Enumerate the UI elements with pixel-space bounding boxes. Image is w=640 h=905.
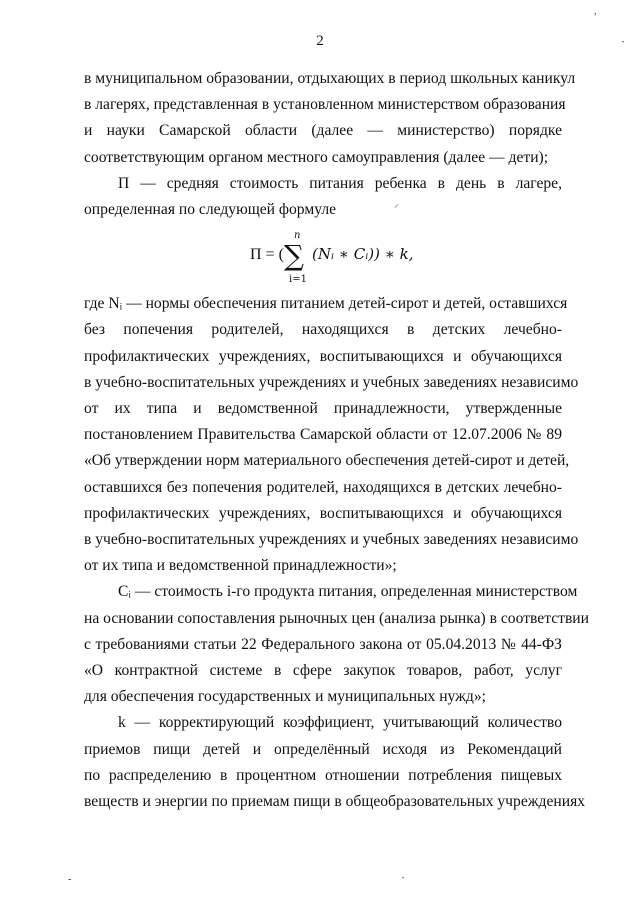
paragraph-definition-k [84,710,586,815]
paragraph-definition-n [84,291,579,579]
paragraph-definition-c [84,579,589,710]
text-line: профилактических учреждениях, воспитывающихся и обучающихся [84,504,562,522]
text-line: в муниципальном образовании, отдыхающих в период школьных каникул [84,70,576,87]
text-line: в учебно-воспитательных учреждениях и учебных заведениях независимо [84,373,579,391]
text-line: на основании сопоставления рыночных цен (анализа рынка) в соответствии [84,609,589,627]
text-line: в учебно-воспитательных учреждениях и учебных заведениях независимо [84,531,579,549]
scan-speck: ⸝ [394,199,399,210]
formula-sum-lower: i=1 [289,274,307,286]
text-line: определенная по следующей формуле [84,201,337,219]
scan-speck: • [402,876,405,882]
text-line: по распределению в процентном отношении потребления пищевых [84,766,562,784]
formula-lhs: П = ( [250,246,284,264]
formula-sum-upper: n [294,230,301,242]
text-line: в лагерях, представленная в установленном министерством образования [84,96,566,114]
sum-symbol: ∑ [284,239,304,273]
text-line: от их типа и ведомственной принадлежности»; [84,557,397,575]
formula [84,223,562,291]
text-line: и науки Самарской области (далее — министерство) порядке [84,122,562,140]
text-line: приемов пищи детей и определённый исходя из Рекомендаций [84,740,562,758]
text-line: «Об утверждении норм материального обеспечения детей-сирот и детей, [84,452,570,470]
text-line: Cᵢ — стоимость i-го продукта питания, определенная министерством [118,583,578,601]
text-line: профилактических учреждениях, воспитывающихся и обучающихся [84,347,562,365]
text-line: без попечения родителей, находящихся в детских лечебно- [84,321,562,339]
text-line: П — средняя стоимость питания ребенка в день в лагере, [118,174,562,192]
formula-svg [250,225,420,287]
scan-speck: , [594,6,597,17]
text-line: «О контрактной системе в сфере закупок товаров, работ, услуг [84,662,562,680]
text-line: веществ и энергии по приемам пищи в общеобразовательных учреждениях [84,793,586,811]
formula-term: (Nᵢ ∗ Cᵢ)) ∗ k, [312,245,414,264]
text-line: соответствующим органом местного самоуправления (далее — дети); [84,148,549,166]
text-line: k — корректирующий коэффициент, учитывающий количество [118,714,562,732]
paragraph-intro [84,66,576,171]
paragraph-definition-p [84,171,562,223]
text-line: оставшихся без попечения родителей, находящихся в детских лечебно- [84,478,562,496]
document-body [84,66,589,815]
scan-speck: - [68,874,72,885]
text-line: от их типа и ведомственной принадлежности, утвержденные [84,400,562,418]
text-line: для обеспечения государственных и муниципальных нужд»; [84,688,486,706]
text-line: постановлением Правительства Самарской области от 12.07.2006 № 89 [84,426,562,444]
scan-speck: • [622,40,625,46]
page-number: 2 [316,33,324,49]
text-line: где Nᵢ — нормы обеспечения питанием детей-сирот и детей, оставшихся [84,295,568,313]
text-line: с требованиями статьи 22 Федерального закона от 05.04.2013 № 44-ФЗ [84,635,562,653]
